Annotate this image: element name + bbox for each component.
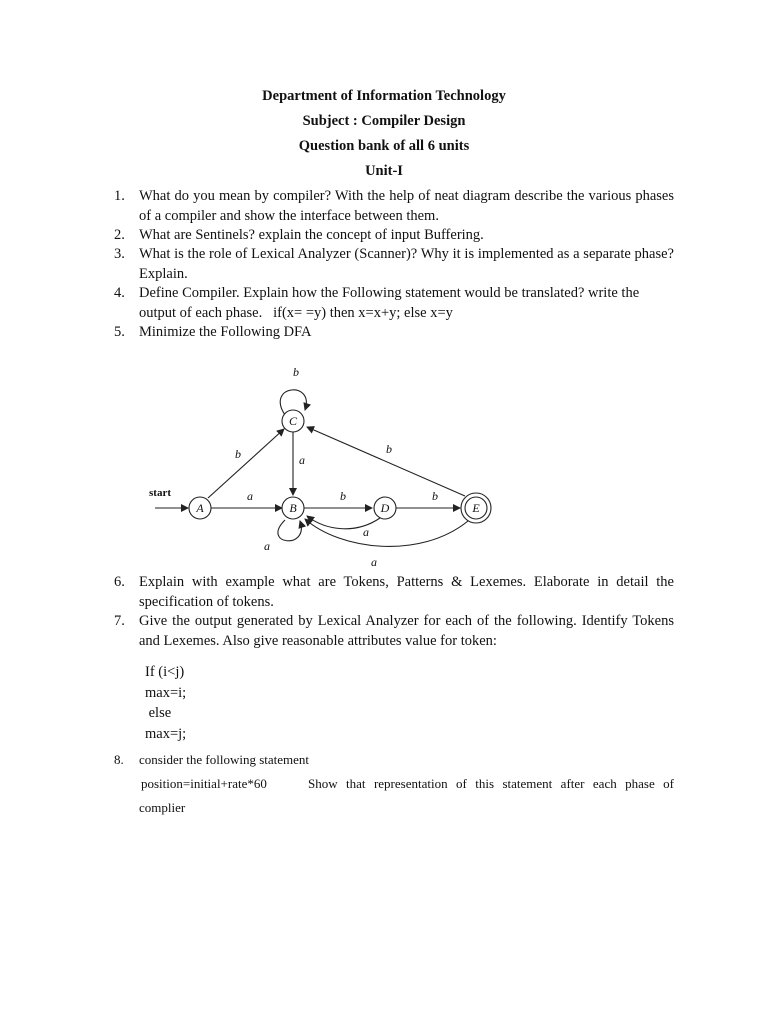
label-e-c: b (386, 442, 392, 456)
start-label: start (149, 487, 171, 499)
question-3 (114, 245, 674, 284)
question-bank-title: Question bank of all 6 units (298, 138, 470, 154)
label-c-c: b (293, 365, 299, 379)
code-line: else (145, 705, 172, 721)
department-title: Department of Information Technology (262, 88, 506, 104)
question-number: 1. (114, 188, 125, 204)
code-line: If (i<j) (145, 664, 185, 680)
label-d-b: a (363, 525, 369, 539)
question-2 (114, 226, 674, 246)
question-8-text: consider the following statement (139, 752, 310, 767)
question-8-task-end: complier (139, 800, 186, 815)
state-label-a: A (196, 501, 204, 515)
question-text: What are Sentinels? explain the concept of input Buffering. (139, 227, 484, 243)
question-8-number: 8. (114, 752, 124, 767)
question-number: 3. (114, 246, 125, 262)
question-text: Minimize the Following DFA (139, 324, 312, 340)
question-4 (114, 284, 674, 323)
edge-a-c (208, 429, 284, 498)
state-label-d: D (380, 501, 390, 515)
edge-e-c (307, 427, 465, 496)
question-6 (114, 573, 674, 612)
question-text: What do you mean by compiler? With the help of neat diagram describe the various phases of a compiler and show the interface between them. (139, 188, 674, 224)
label-d-e: b (432, 489, 438, 503)
question-5 (114, 323, 674, 343)
question-text: Explain with example what are Tokens, Patterns & Lexemes. Elaborate in detail the specification of tokens. (139, 574, 674, 610)
unit-title: Unit-I (365, 163, 403, 179)
question-text: Give the output generated by Lexical Analyzer for each of the following. Identify Tokens and Lexemes. Also give reasonable attributes value for token: (139, 613, 674, 649)
question-8-statement: position=initial+rate*60 (141, 776, 267, 791)
edge-d-b (307, 516, 380, 529)
question-number: 2. (114, 227, 125, 243)
label-a-c: b (235, 447, 241, 461)
question-number: 5. (114, 324, 125, 340)
question-text: Define Compiler. Explain how the Following statement would be translated? write the output of each phase. if(x= =y) then x=x+y; else x=y (139, 285, 643, 321)
code-line: max=j; (145, 725, 187, 742)
edge-b-b (278, 520, 301, 541)
edge-e-b (305, 519, 468, 546)
subject-title: Subject : Compiler Design (302, 113, 466, 129)
code-line: max=i; (145, 684, 187, 701)
label-e-b: a (371, 555, 377, 569)
code-block (145, 662, 186, 744)
question-8-task: Show that representation of this statement after each phase of (308, 776, 674, 791)
question-number: 7. (114, 613, 125, 629)
question-number: 4. (114, 285, 125, 301)
state-label-e: E (472, 501, 480, 515)
label-c-b: a (299, 453, 305, 467)
question-text: What is the role of Lexical Analyzer (Scanner)? Why it is implemented as a separate phase? Explain. (139, 246, 674, 282)
dfa-diagram (140, 355, 520, 570)
label-a-b: a (247, 489, 253, 503)
state-label-c: C (288, 414, 298, 428)
label-b-b: a (264, 539, 270, 553)
state-label-b: B (289, 501, 297, 515)
question-number: 6. (114, 574, 125, 590)
question-7 (114, 612, 674, 651)
label-b-d: b (340, 489, 346, 503)
question-1 (114, 187, 674, 226)
